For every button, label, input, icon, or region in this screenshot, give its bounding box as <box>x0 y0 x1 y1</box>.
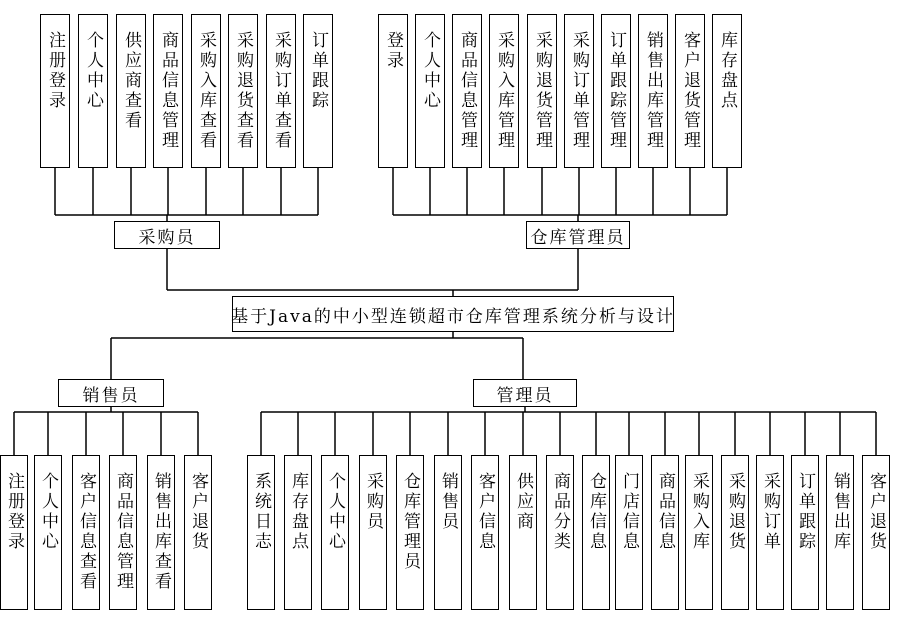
module-node-admin <box>321 455 349 610</box>
module-node-sales <box>0 455 28 610</box>
root-node: 基于Java的中小型连锁超市仓库管理系统分析与设计 <box>232 296 674 332</box>
module-node-admin <box>791 455 819 610</box>
module-label: 采购退货 <box>725 472 745 552</box>
module-node-warehouse <box>415 14 445 168</box>
module-node-admin <box>826 455 854 610</box>
module-label: 销售出库 <box>830 472 850 552</box>
module-node-warehouse <box>638 14 668 168</box>
module-label: 注册登录 <box>45 31 65 111</box>
module-label: 订单跟踪 <box>308 31 328 111</box>
module-label: 注册登录 <box>4 472 24 552</box>
module-node-warehouse <box>601 14 631 168</box>
module-label: 商品信息管理 <box>158 31 178 151</box>
module-node-warehouse <box>712 14 742 168</box>
module-label: 个人中心 <box>325 472 345 552</box>
module-label: 个人中心 <box>420 31 440 111</box>
module-node-sales <box>72 455 100 610</box>
module-node-purchaser <box>228 14 258 168</box>
module-label: 商品信息 <box>655 472 675 552</box>
module-label: 客户退货管理 <box>680 31 700 151</box>
module-node-admin <box>651 455 679 610</box>
role-node-purchaser: 采购员 <box>114 221 220 249</box>
module-node-sales <box>184 455 212 610</box>
module-node-purchaser <box>266 14 296 168</box>
module-label: 商品信息管理 <box>457 31 477 151</box>
module-label: 销售出库管理 <box>643 31 663 151</box>
module-node-warehouse <box>378 14 408 168</box>
module-label: 订单跟踪管理 <box>606 31 626 151</box>
module-label: 商品分类 <box>550 472 570 552</box>
module-label: 供应商 <box>513 472 533 532</box>
module-label: 商品信息管理 <box>113 472 133 592</box>
module-node-purchaser <box>303 14 333 168</box>
module-node-sales <box>147 455 175 610</box>
module-label: 客户信息 <box>475 472 495 552</box>
module-label: 系统日志 <box>251 472 271 552</box>
module-label: 采购退货查看 <box>233 31 253 151</box>
module-node-admin <box>434 455 462 610</box>
module-label: 仓库管理员 <box>400 472 420 572</box>
role-node-warehouse: 仓库管理员 <box>526 221 630 249</box>
module-label: 销售出库查看 <box>151 472 171 592</box>
module-label: 客户退货 <box>188 472 208 552</box>
module-node-purchaser <box>40 14 70 168</box>
module-label: 登录 <box>383 31 403 71</box>
module-label: 订单跟踪 <box>795 472 815 552</box>
module-node-admin <box>721 455 749 610</box>
module-label: 库存盘点 <box>717 31 737 111</box>
module-node-purchaser <box>153 14 183 168</box>
module-node-admin <box>396 455 424 610</box>
module-node-admin <box>582 455 610 610</box>
module-node-admin <box>546 455 574 610</box>
module-label: 采购员 <box>363 472 383 532</box>
module-node-warehouse <box>675 14 705 168</box>
module-label: 客户信息查看 <box>76 472 96 592</box>
module-label: 仓库信息 <box>586 472 606 552</box>
module-node-admin <box>685 455 713 610</box>
module-label: 采购订单 <box>760 472 780 552</box>
module-node-admin <box>471 455 499 610</box>
module-node-admin <box>247 455 275 610</box>
module-node-admin <box>284 455 312 610</box>
module-node-sales <box>109 455 137 610</box>
module-node-admin <box>509 455 537 610</box>
module-node-purchaser <box>191 14 221 168</box>
module-label: 销售员 <box>438 472 458 532</box>
module-node-warehouse <box>527 14 557 168</box>
module-label: 门店信息 <box>619 472 639 552</box>
role-node-admin: 管理员 <box>473 379 577 407</box>
module-node-admin <box>756 455 784 610</box>
module-label: 采购入库管理 <box>494 31 514 151</box>
module-node-purchaser <box>78 14 108 168</box>
module-label: 库存盘点 <box>288 472 308 552</box>
module-label: 供应商查看 <box>121 31 141 131</box>
module-node-warehouse <box>452 14 482 168</box>
module-label: 个人中心 <box>38 472 58 552</box>
module-node-admin <box>359 455 387 610</box>
module-label: 采购入库 <box>689 472 709 552</box>
module-node-purchaser <box>116 14 146 168</box>
module-node-admin <box>862 455 890 610</box>
module-node-warehouse <box>564 14 594 168</box>
role-node-sales: 销售员 <box>58 379 164 407</box>
module-label: 客户退货 <box>866 472 886 552</box>
module-node-warehouse <box>489 14 519 168</box>
module-label: 采购订单查看 <box>271 31 291 151</box>
module-label: 采购入库查看 <box>196 31 216 151</box>
module-node-sales <box>34 455 62 610</box>
module-label: 采购退货管理 <box>532 31 552 151</box>
module-label: 采购订单管理 <box>569 31 589 151</box>
module-label: 个人中心 <box>83 31 103 111</box>
module-node-admin <box>615 455 643 610</box>
